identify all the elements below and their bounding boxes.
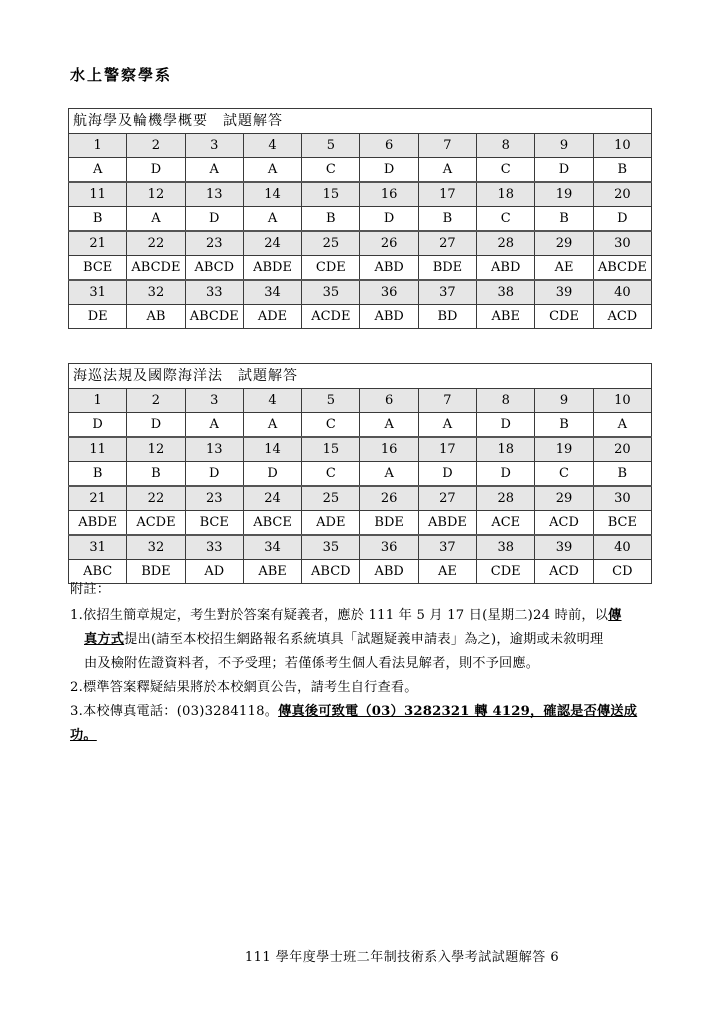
answer-cell: BCE xyxy=(185,511,243,536)
answer-cell: ABD xyxy=(360,560,418,584)
question-number-cell: 30 xyxy=(593,231,651,256)
question-number-cell: 28 xyxy=(477,231,535,256)
question-number-cell: 14 xyxy=(243,182,301,207)
table-row xyxy=(69,158,652,183)
answer-cell: A xyxy=(69,158,127,183)
table-row xyxy=(69,389,652,413)
question-number-cell: 1 xyxy=(69,134,127,158)
answer-cell: AE xyxy=(535,256,593,281)
answer-cell: ACD xyxy=(593,305,651,329)
page-title: 水上警察學系 xyxy=(70,66,173,84)
note-1-line1-text: 1.依招生簡章規定，考生對於答案有疑義者，應於 111 年 5 月 17 日(星期二)24 時前，以 xyxy=(70,608,609,623)
question-number-cell: 37 xyxy=(418,280,476,305)
answer-cell: B xyxy=(418,207,476,232)
question-number-cell: 23 xyxy=(185,231,243,256)
table-row xyxy=(69,305,652,329)
answer-cell: CDE xyxy=(535,305,593,329)
question-number-cell: 4 xyxy=(243,134,301,158)
answer-cell: ABDE xyxy=(418,511,476,536)
question-number-cell: 19 xyxy=(535,437,593,462)
answer-cell: BCE xyxy=(593,511,651,536)
question-number-cell: 27 xyxy=(418,231,476,256)
question-number-cell: 39 xyxy=(535,280,593,305)
question-number-cell: 28 xyxy=(477,486,535,511)
question-number-cell: 10 xyxy=(593,134,651,158)
question-number-cell: 5 xyxy=(302,134,360,158)
answer-cell: C xyxy=(302,413,360,438)
question-number-cell: 21 xyxy=(69,486,127,511)
question-number-cell: 9 xyxy=(535,389,593,413)
answer-cell: A xyxy=(418,413,476,438)
answer-cell: B xyxy=(535,413,593,438)
question-number-cell: 9 xyxy=(535,134,593,158)
answer-cell: BDE xyxy=(127,560,185,584)
question-number-cell: 31 xyxy=(69,535,127,560)
question-number-cell: 25 xyxy=(302,486,360,511)
question-number-cell: 32 xyxy=(127,280,185,305)
answer-cell: ACDE xyxy=(302,305,360,329)
answer-cell: D xyxy=(360,158,418,183)
note-3-emphasis: 傳真後可致電（03）3282321 轉 4129，確認是否傳送成功。 xyxy=(70,704,638,743)
answer-cell: BD xyxy=(418,305,476,329)
notes-heading: 附註： xyxy=(70,582,111,597)
question-number-cell: 15 xyxy=(302,182,360,207)
question-number-cell: 5 xyxy=(302,389,360,413)
answer-cell: A xyxy=(360,462,418,487)
question-number-cell: 1 xyxy=(69,389,127,413)
note-item-2: 2.標準答案釋疑結果將於本校網頁公告，請考生自行查看。 xyxy=(70,680,418,695)
question-number-cell: 3 xyxy=(185,134,243,158)
footer-text: 111 學年度學士班二年制技術系入學考試試題解答 6 xyxy=(244,950,560,965)
answer-cell: B xyxy=(127,462,185,487)
answer-cell: ABE xyxy=(477,305,535,329)
answer-cell: B xyxy=(593,462,651,487)
question-number-cell: 11 xyxy=(69,437,127,462)
answer-cell: A xyxy=(593,413,651,438)
question-number-cell: 12 xyxy=(127,437,185,462)
note-1-line1-emphasis: 傳 xyxy=(608,608,622,623)
table-row xyxy=(69,413,652,438)
answer-cell: C xyxy=(477,158,535,183)
answer-cell: ABCDE xyxy=(185,305,243,329)
table-subject-label: 海巡法規及國際海洋法 試題解答 xyxy=(69,364,652,389)
answer-cell: C xyxy=(302,462,360,487)
question-number-cell: 27 xyxy=(418,486,476,511)
answer-cell: ABCD xyxy=(302,560,360,584)
answer-cell: D xyxy=(418,462,476,487)
answer-cell: D xyxy=(360,207,418,232)
answer-cell: A xyxy=(243,413,301,438)
answer-cell: B xyxy=(69,207,127,232)
answer-cell: ABD xyxy=(360,305,418,329)
question-number-cell: 40 xyxy=(593,280,651,305)
question-number-cell: 36 xyxy=(360,535,418,560)
question-number-cell: 25 xyxy=(302,231,360,256)
answer-cell: ACDE xyxy=(127,511,185,536)
page-footer xyxy=(0,946,724,965)
question-number-cell: 17 xyxy=(418,437,476,462)
answer-cell: ABD xyxy=(360,256,418,281)
note-1-line2-text: 提出(請至本校招生網路報名系統填具「試題疑義申請表」為之)，逾期或未敘明理 xyxy=(124,632,604,647)
answer-cell: ABDE xyxy=(243,256,301,281)
table-row xyxy=(69,207,652,232)
question-number-cell: 24 xyxy=(243,231,301,256)
table-row xyxy=(69,437,652,462)
answer-cell: ABC xyxy=(69,560,127,584)
table-row xyxy=(69,511,652,536)
question-number-cell: 10 xyxy=(593,389,651,413)
answer-cell: D xyxy=(127,158,185,183)
question-number-cell: 29 xyxy=(535,486,593,511)
answer-cell: A xyxy=(243,207,301,232)
answer-cell: ADE xyxy=(302,511,360,536)
answer-cell: D xyxy=(477,462,535,487)
answer-cell: C xyxy=(535,462,593,487)
answer-cell: B xyxy=(535,207,593,232)
question-number-cell: 31 xyxy=(69,280,127,305)
question-number-cell: 39 xyxy=(535,535,593,560)
notes-section xyxy=(70,578,660,748)
question-number-cell: 2 xyxy=(127,134,185,158)
question-number-cell: 23 xyxy=(185,486,243,511)
answer-cell: B xyxy=(69,462,127,487)
question-number-cell: 16 xyxy=(360,182,418,207)
question-number-cell: 3 xyxy=(185,389,243,413)
answer-cell: ABDE xyxy=(69,511,127,536)
answer-cell: D xyxy=(535,158,593,183)
question-number-cell: 35 xyxy=(302,280,360,305)
question-number-cell: 8 xyxy=(477,134,535,158)
question-number-cell: 32 xyxy=(127,535,185,560)
answer-cell: B xyxy=(302,207,360,232)
answer-cell: ACD xyxy=(535,511,593,536)
question-number-cell: 12 xyxy=(127,182,185,207)
question-number-cell: 38 xyxy=(477,280,535,305)
question-number-cell: 37 xyxy=(418,535,476,560)
answer-cell: D xyxy=(185,207,243,232)
question-number-cell: 20 xyxy=(593,182,651,207)
answer-cell: D xyxy=(127,413,185,438)
answer-cell: ABCDE xyxy=(593,256,651,281)
table-subject-label: 航海學及輪機學概要 試題解答 xyxy=(69,109,652,134)
answer-cell: A xyxy=(185,158,243,183)
answer-table-maritime-law xyxy=(68,363,652,584)
question-number-cell: 38 xyxy=(477,535,535,560)
answer-cell: ABD xyxy=(477,256,535,281)
note-1-line2 xyxy=(70,628,660,652)
question-number-cell: 22 xyxy=(127,231,185,256)
question-number-cell: 20 xyxy=(593,437,651,462)
answer-table-nautical xyxy=(68,108,652,329)
question-number-cell: 18 xyxy=(477,437,535,462)
question-number-cell: 34 xyxy=(243,280,301,305)
answer-cell: BDE xyxy=(360,511,418,536)
table-row xyxy=(69,134,652,158)
question-number-cell: 35 xyxy=(302,535,360,560)
question-number-cell: 21 xyxy=(69,231,127,256)
question-number-cell: 26 xyxy=(360,486,418,511)
question-number-cell: 11 xyxy=(69,182,127,207)
question-number-cell: 17 xyxy=(418,182,476,207)
note-item-1 xyxy=(70,604,660,676)
answer-cell: ABCD xyxy=(185,256,243,281)
answer-cell: ABCDE xyxy=(127,256,185,281)
table-row xyxy=(69,231,652,256)
answer-cell: D xyxy=(69,413,127,438)
table-row xyxy=(69,182,652,207)
answer-cell: AD xyxy=(185,560,243,584)
answer-cell: CDE xyxy=(302,256,360,281)
question-number-cell: 40 xyxy=(593,535,651,560)
answer-cell: BCE xyxy=(69,256,127,281)
answer-cell: A xyxy=(418,158,476,183)
question-number-cell: 29 xyxy=(535,231,593,256)
answer-cell: CDE xyxy=(477,560,535,584)
answer-cell: AE xyxy=(418,560,476,584)
question-number-cell: 7 xyxy=(418,134,476,158)
question-number-cell: 36 xyxy=(360,280,418,305)
question-number-cell: 33 xyxy=(185,280,243,305)
answer-cell: C xyxy=(302,158,360,183)
table-row xyxy=(69,280,652,305)
question-number-cell: 4 xyxy=(243,389,301,413)
question-number-cell: 16 xyxy=(360,437,418,462)
answer-cell: DE xyxy=(69,305,127,329)
answer-cell: ABE xyxy=(243,560,301,584)
answer-cell: ACD xyxy=(535,560,593,584)
question-number-cell: 7 xyxy=(418,389,476,413)
question-number-cell: 13 xyxy=(185,182,243,207)
answer-cell: CD xyxy=(593,560,651,584)
answer-cell: D xyxy=(593,207,651,232)
note-1-line3: 由及檢附佐證資料者，不予受理；若僅係考生個人看法見解者，則不予回應。 xyxy=(84,656,540,671)
question-number-cell: 13 xyxy=(185,437,243,462)
question-number-cell: 30 xyxy=(593,486,651,511)
table-row xyxy=(69,486,652,511)
question-number-cell: 14 xyxy=(243,437,301,462)
question-number-cell: 6 xyxy=(360,134,418,158)
question-number-cell: 19 xyxy=(535,182,593,207)
table-subject-row xyxy=(69,364,652,389)
answer-cell: ADE xyxy=(243,305,301,329)
table-row xyxy=(69,256,652,281)
question-number-cell: 15 xyxy=(302,437,360,462)
answer-cell: C xyxy=(477,207,535,232)
question-number-cell: 33 xyxy=(185,535,243,560)
table-subject-row xyxy=(69,109,652,134)
answer-cell: B xyxy=(593,158,651,183)
question-number-cell: 8 xyxy=(477,389,535,413)
question-number-cell: 18 xyxy=(477,182,535,207)
answer-cell: A xyxy=(243,158,301,183)
answer-cell: A xyxy=(185,413,243,438)
answer-cell: A xyxy=(360,413,418,438)
answer-cell: ABCE xyxy=(243,511,301,536)
table-row xyxy=(69,535,652,560)
table-row xyxy=(69,462,652,487)
question-number-cell: 2 xyxy=(127,389,185,413)
note-3-text: 3.本校傳真電話：(03)3284118。 xyxy=(70,704,279,719)
answer-cell: ACE xyxy=(477,511,535,536)
question-number-cell: 34 xyxy=(243,535,301,560)
answer-cell: D xyxy=(477,413,535,438)
answer-cell: A xyxy=(127,207,185,232)
answer-cell: D xyxy=(243,462,301,487)
answer-cell: AB xyxy=(127,305,185,329)
answer-cell: D xyxy=(185,462,243,487)
question-number-cell: 6 xyxy=(360,389,418,413)
question-number-cell: 24 xyxy=(243,486,301,511)
question-number-cell: 22 xyxy=(127,486,185,511)
answer-cell: BDE xyxy=(418,256,476,281)
question-number-cell: 26 xyxy=(360,231,418,256)
note-item-3 xyxy=(70,700,660,748)
note-1-line2-emphasis: 真方式 xyxy=(84,632,125,647)
